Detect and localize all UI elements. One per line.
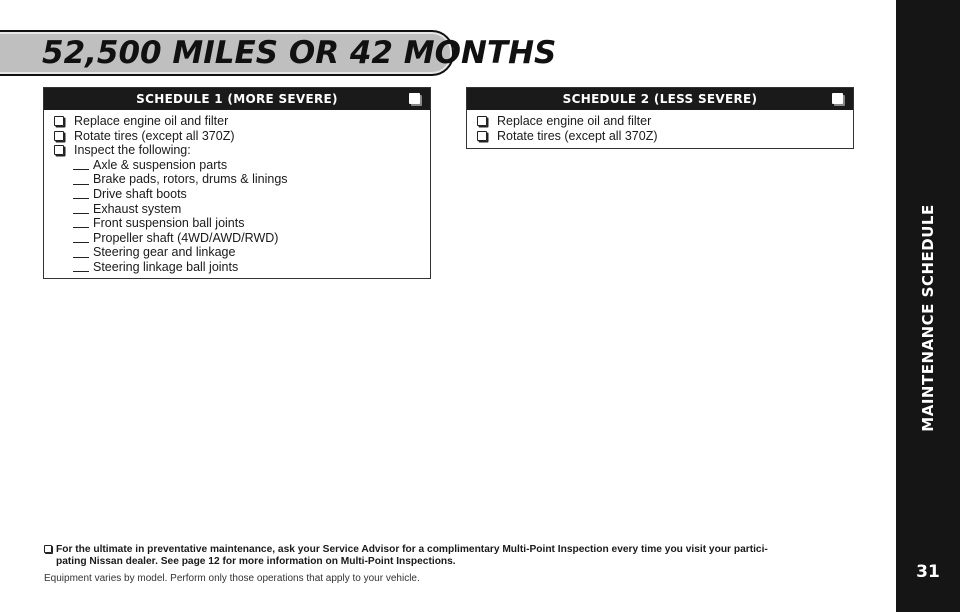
blank-line-icon (73, 262, 89, 272)
schedule-1-title: SCHEDULE 1 (MORE SEVERE) (136, 92, 338, 106)
section-label: MAINTENANCE SCHEDULE (919, 204, 937, 432)
checkbox-icon[interactable] (477, 116, 487, 126)
checkbox-icon[interactable] (54, 145, 64, 155)
inspection-subitem: Brake pads, rotors, drums & linings (54, 172, 420, 187)
schedule-1-body (44, 110, 430, 285)
multi-point-inspection-note: For the ultimate in preventative maintenance, ask your Service Advisor for a complimentary Multi-Point Inspection every time you visit your partici- pating Nissan dealer. See page 12 for more information on Multi-Point Inspections. (44, 544, 864, 567)
checklist-item: Rotate tires (except all 370Z) (54, 129, 420, 144)
page-title: 52,500 MILES OR 42 MONTHS (42, 35, 557, 71)
checkbox-icon[interactable] (54, 116, 64, 126)
page-number: 31 (916, 562, 940, 582)
checklist-item: Rotate tires (except all 370Z) (477, 129, 843, 144)
inspection-subitem: Exhaust system (54, 202, 420, 217)
blank-line-icon (73, 233, 89, 243)
inspection-subitem: Front suspension ball joints (54, 216, 420, 231)
blank-line-icon (73, 248, 89, 258)
checklist-item: Inspect the following: (54, 143, 420, 158)
inspection-subitem: Steering gear and linkage (54, 245, 420, 260)
schedule-2-body (467, 110, 853, 153)
inspection-subitem: Propeller shaft (4WD/AWD/RWD) (54, 231, 420, 246)
checkbox-icon (832, 93, 843, 104)
schedule-1-header (44, 88, 430, 110)
sidebar (896, 0, 960, 612)
checklist-item: Replace engine oil and filter (54, 114, 420, 129)
blank-line-icon (73, 204, 89, 214)
checkbox-icon (409, 93, 420, 104)
inspection-subitem: Steering linkage ball joints (54, 260, 420, 275)
checkbox-icon[interactable] (54, 131, 64, 141)
inspection-subitem: Axle & suspension parts (54, 158, 420, 173)
schedule-1-box (43, 87, 431, 279)
blank-line-icon (73, 175, 89, 185)
equipment-disclaimer: Equipment varies by model. Perform only those operations that apply to your vehicle. (44, 573, 420, 584)
schedule-2-title: SCHEDULE 2 (LESS SEVERE) (562, 92, 758, 106)
checkbox-icon[interactable] (44, 545, 52, 553)
inspection-subitem: Drive shaft boots (54, 187, 420, 202)
blank-line-icon (73, 189, 89, 199)
checkbox-icon[interactable] (477, 131, 487, 141)
blank-line-icon (73, 160, 89, 170)
blank-line-icon (73, 218, 89, 228)
schedule-2-header (467, 88, 853, 110)
schedule-2-box (466, 87, 854, 149)
checklist-item: Replace engine oil and filter (477, 114, 843, 129)
